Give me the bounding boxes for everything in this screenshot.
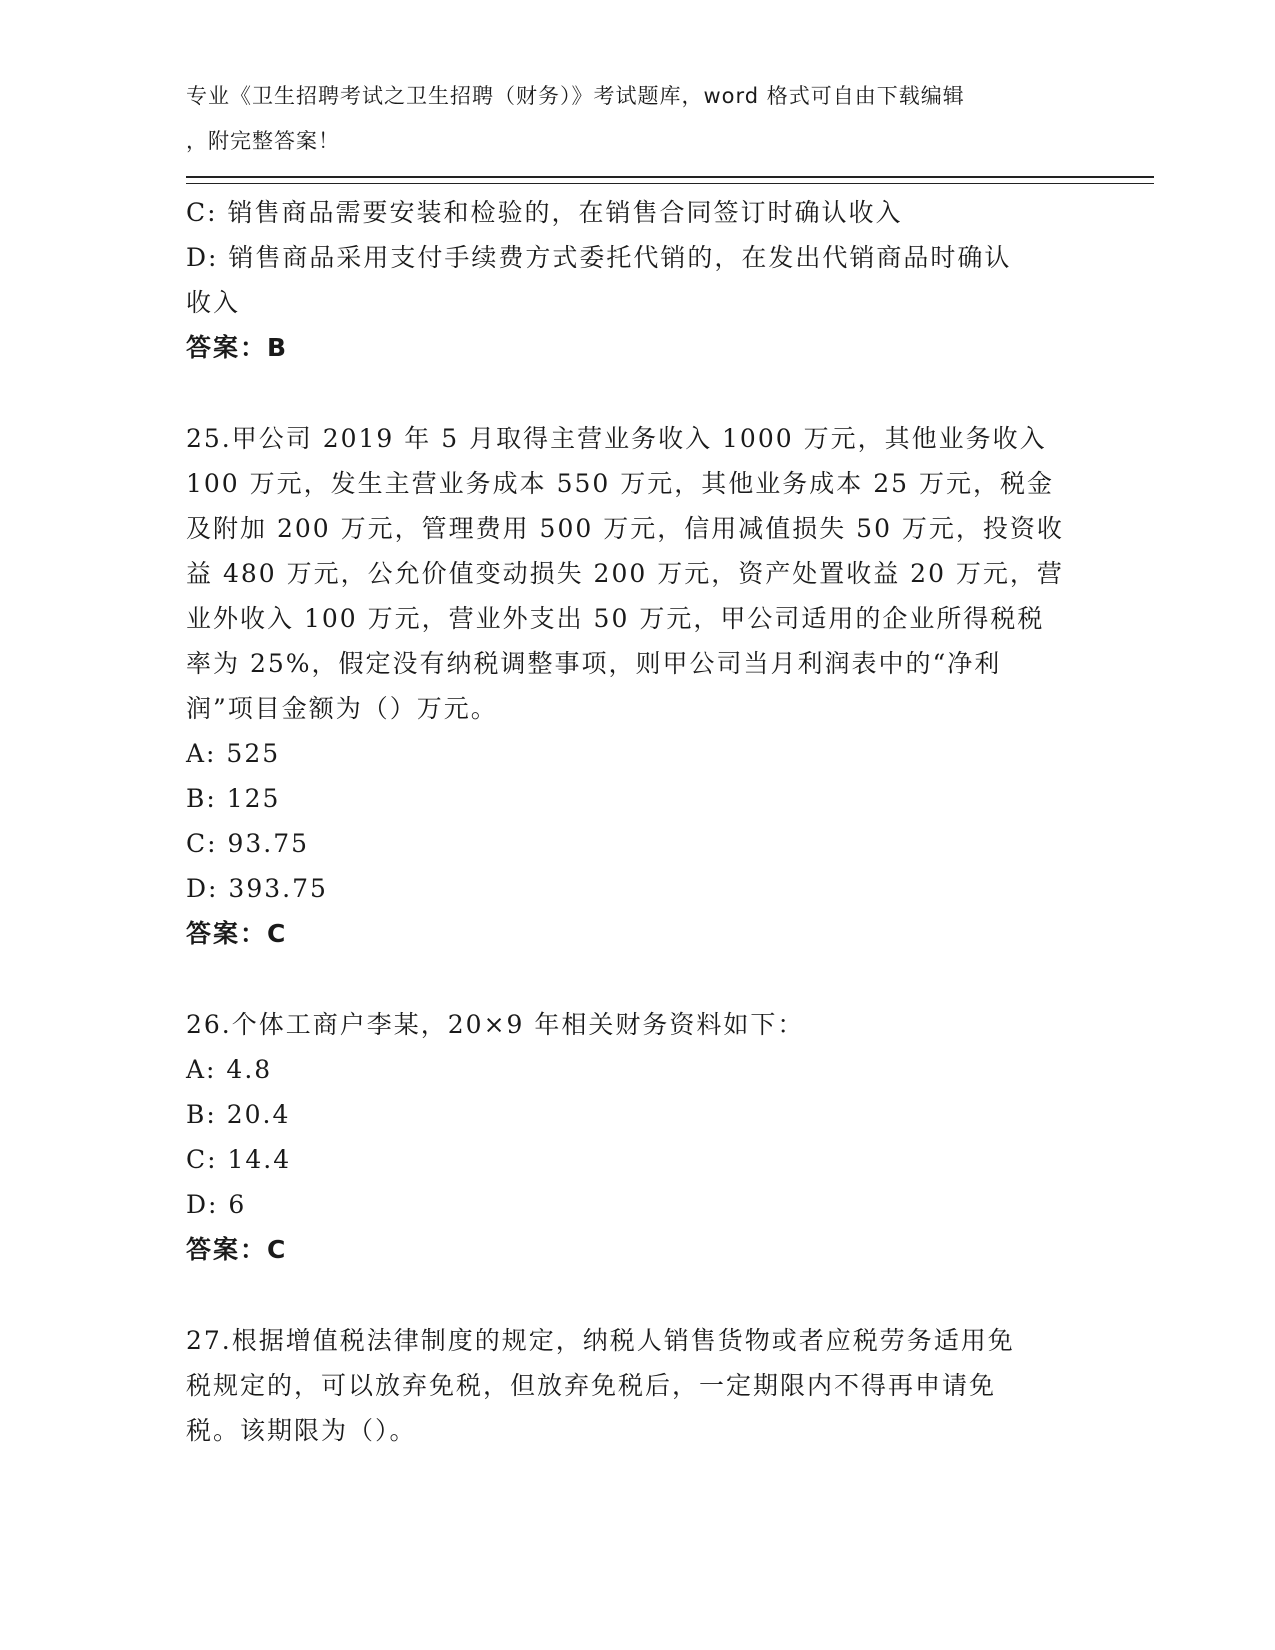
option-d: D: 393.75 — [186, 874, 328, 903]
question-25 — [186, 416, 1066, 956]
question-stem-line: 润”项目金额为（）万元。 — [186, 694, 498, 723]
question-stem-line: 税。该期限为（）。 — [186, 1416, 417, 1445]
header-title-line2: ，附完整答案！ — [186, 129, 340, 153]
option-d: D: 6 — [186, 1190, 247, 1219]
document-header — [186, 74, 1066, 164]
question-stem-line: 率为 25%，假定没有纳税调整事项，则甲公司当月利润表中的“净利 — [186, 649, 1002, 678]
option-d-continued: 收入 — [186, 288, 241, 317]
answer-label: 答案：B — [186, 333, 289, 362]
header-title-line1: 专业《卫生招聘考试之卫生招聘（财务）》考试题库，word 格式可自由下载编辑 — [186, 84, 965, 108]
option-d: D: 销售商品采用支付手续费方式委托代销的，在发出代销商品时确认 — [186, 243, 1012, 272]
question-stem-line: 26.个体工商户李某，20×9 年相关财务资料如下： — [186, 1010, 805, 1039]
option-a: A: 4.8 — [186, 1055, 273, 1084]
option-c: C: 93.75 — [186, 829, 310, 858]
question-stem-line: 100 万元，发生主营业务成本 550 万元，其他业务成本 25 万元，税金 — [186, 469, 1054, 498]
option-c: C: 14.4 — [186, 1145, 292, 1174]
answer-label: 答案：C — [186, 1235, 288, 1264]
answer-label: 答案：C — [186, 919, 288, 948]
question-stem-line: 25.甲公司 2019 年 5 月取得主营业务收入 1000 万元，其他业务收入 — [186, 424, 1047, 453]
header-rule-thick — [186, 176, 1154, 178]
question-26 — [186, 1002, 1066, 1272]
question-27 — [186, 1318, 1066, 1453]
option-c: C: 销售商品需要安装和检验的，在销售合同签订时确认收入 — [186, 198, 903, 227]
option-b: B: 20.4 — [186, 1100, 291, 1129]
question-stem-line: 业外收入 100 万元，营业外支出 50 万元，甲公司适用的企业所得税税 — [186, 604, 1045, 633]
prev-question-block — [186, 190, 1066, 370]
option-b: B: 125 — [186, 784, 281, 813]
header-rule-thin — [186, 183, 1154, 184]
question-stem-line: 税规定的，可以放弃免税，但放弃免税后，一定期限内不得再申请免 — [186, 1371, 997, 1400]
question-stem-line: 益 480 万元，公允价值变动损失 200 万元，资产处置收益 20 万元，营 — [186, 559, 1064, 588]
question-stem-line: 及附加 200 万元，管理费用 500 万元，信用减值损失 50 万元，投资收 — [186, 514, 1064, 543]
option-a: A: 525 — [186, 739, 281, 768]
question-stem-line: 27.根据增值税法律制度的规定，纳税人销售货物或者应税劳务适用免 — [186, 1326, 1015, 1355]
question-content — [186, 190, 1066, 1453]
